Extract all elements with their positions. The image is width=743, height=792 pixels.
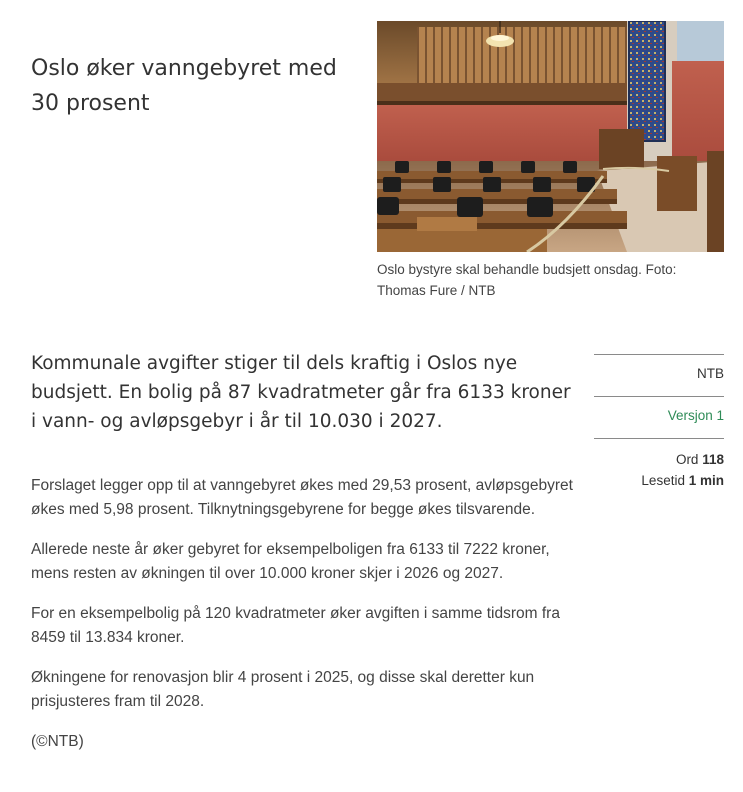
article-body [31,474,576,770]
article-meta-sidebar [594,354,724,491]
article-lead: Kommunale avgifter stiger til dels kraftig i Oslos nye budsjett. En bolig på 87 kvadratmeter går fra 6133 kroner i vann- og avløpsgebyr i år til 10.030 i 2027. [31,353,571,432]
version-row[interactable] [594,396,724,438]
read-time-label: Lesetid [641,473,685,488]
body-paragraph: For en eksempelbolig på 120 kvadratmeter øker avgiften i samme tidsrom fra 8459 til 13.834 kroner. [31,605,560,646]
article-stats [594,438,724,491]
article-headline: Oslo øker vanngebyret med 30 prosent [31,56,337,116]
word-count-value: 118 [702,452,724,467]
word-count [594,449,724,470]
city-council-hall-photo [377,21,724,252]
body-paragraph: Forslaget legger opp til at vanngebyret økes med 29,53 prosent, avløpsgebyret økes med 5,98 prosent. Tilknytningsgebyrene for begge økes tilsvarende. [31,477,573,518]
source-row [594,354,724,396]
image-caption: Oslo bystyre skal behandle budsjett onsdag. Foto: Thomas Fure / NTB [377,262,677,298]
version-label: Versjon [667,408,713,423]
byline-credit: (©NTB) [31,733,84,750]
read-time-value: 1 min [688,473,724,488]
version-number: 1 [716,408,724,423]
source-label: NTB [697,366,724,381]
read-time [594,470,724,491]
body-paragraph: Økningene for renovasjon blir 4 prosent i 2025, og disse skal deretter kun prisjusteres fram til 2028. [31,669,535,710]
body-paragraph: Allerede neste år øker gebyret for eksempelboligen fra 6133 til 7222 kroner, mens resten av økningen til over 10.000 kroner skjer i 2026 og 2027. [31,541,550,582]
word-count-label: Ord [675,452,699,467]
